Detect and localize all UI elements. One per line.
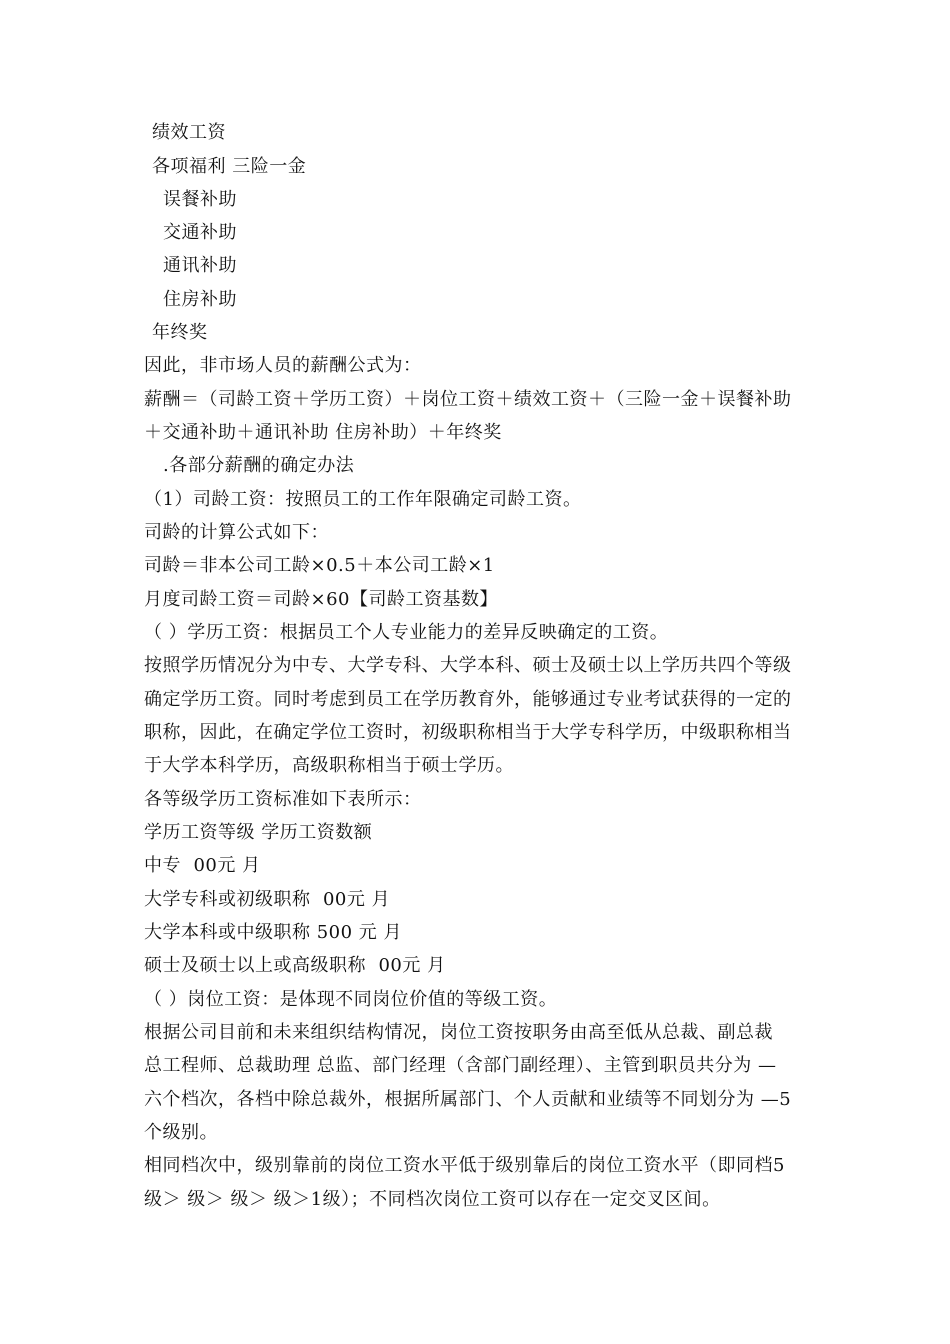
text-line-monthly-seniority-wage: 月度司龄工资＝司龄×60【司龄工资基数】 (144, 589, 498, 610)
text-line-benefits: 各项福利 三险一金 (152, 156, 307, 177)
text-line-housing-allowance: 住房补助 (163, 289, 237, 310)
text-line-education-para-3: 职称，因此，在确定学位工资时，初级职称相当于大学专科学历，中级职称相当 (144, 722, 792, 743)
text-line-position-para-3: 六个档次，各档中除总裁外，根据所属部门、个人贡献和业绩等不同划分为 —5 (144, 1089, 792, 1110)
text-line-education-para-2: 确定学历工资。同时考虑到员工在学历教育外，能够通过专业考试获得的一定的 (144, 689, 792, 710)
text-line-level-para-1: 相同档次中，级别靠前的岗位工资水平低于级别靠后的岗位工资水平（即同档5 (144, 1155, 785, 1176)
table-row: 硕士及硕士以上或高级职称 00元 月 (144, 955, 446, 976)
text-line-seniority-formula: 司龄＝非本公司工龄×0.5＋本公司工龄×1 (144, 555, 495, 576)
text-line-education-para-1: 按照学历情况分为中专、大学专科、大学本科、硕士及硕士以上学历共四个等级 (144, 655, 792, 676)
text-line-education-para-4: 于大学本科学历，高级职称相当于硕士学历。 (144, 755, 514, 776)
text-line-position-para-2: 总工程师、总裁助理 总监、部门经理（含部门副经理）、主管到职员共分为 — (144, 1055, 777, 1076)
text-line-formula-2: ＋交通补助＋通讯补助 住房补助）＋年终奖 (144, 422, 502, 443)
text-line-position-para-4: 个级别。 (144, 1122, 218, 1143)
text-line-seniority-formula-intro: 司龄的计算公式如下： (144, 522, 329, 543)
text-line-position-wage: （ ）岗位工资：是体现不同岗位价值的等级工资。 (144, 989, 558, 1010)
text-line-level-para-2: 级＞ 级＞ 级＞ 级＞1级）；不同档次岗位工资可以存在一定交叉区间。 (144, 1189, 721, 1210)
table-row: 大学专科或初级职称 00元 月 (144, 889, 391, 910)
text-line-year-end-bonus: 年终奖 (152, 322, 208, 343)
table-row: 中专 00元 月 (144, 855, 261, 876)
text-line-table-intro: 各等级学历工资标准如下表所示： (144, 789, 422, 810)
text-line-performance-wage: 绩效工资 (152, 122, 226, 143)
table-header: 学历工资等级 学历工资数额 (144, 822, 373, 843)
text-line-transport-allowance: 交通补助 (163, 222, 237, 243)
table-row: 大学本科或中级职称 500 元 月 (144, 922, 403, 943)
text-line-formula-intro: 因此，非市场人员的薪酬公式为： (144, 355, 422, 376)
text-line-meal-allowance: 误餐补助 (163, 189, 237, 210)
text-line-formula-1: 薪酬＝（司龄工资＋学历工资）＋岗位工资＋绩效工资＋（三险一金＋误餐补助 (144, 389, 792, 410)
text-line-communication-allowance: 通讯补助 (163, 255, 237, 276)
text-line-education-wage: （ ）学历工资：根据员工个人专业能力的差异反映确定的工资。 (144, 622, 669, 643)
text-line-position-para-1: 根据公司目前和未来组织结构情况，岗位工资按职务由高至低从总裁、副总裁 (144, 1022, 773, 1043)
text-line-seniority-wage: （1）司龄工资：按照员工的工作年限确定司龄工资。 (144, 489, 582, 510)
section-heading-methods: .各部分薪酬的确定办法 (163, 455, 355, 476)
